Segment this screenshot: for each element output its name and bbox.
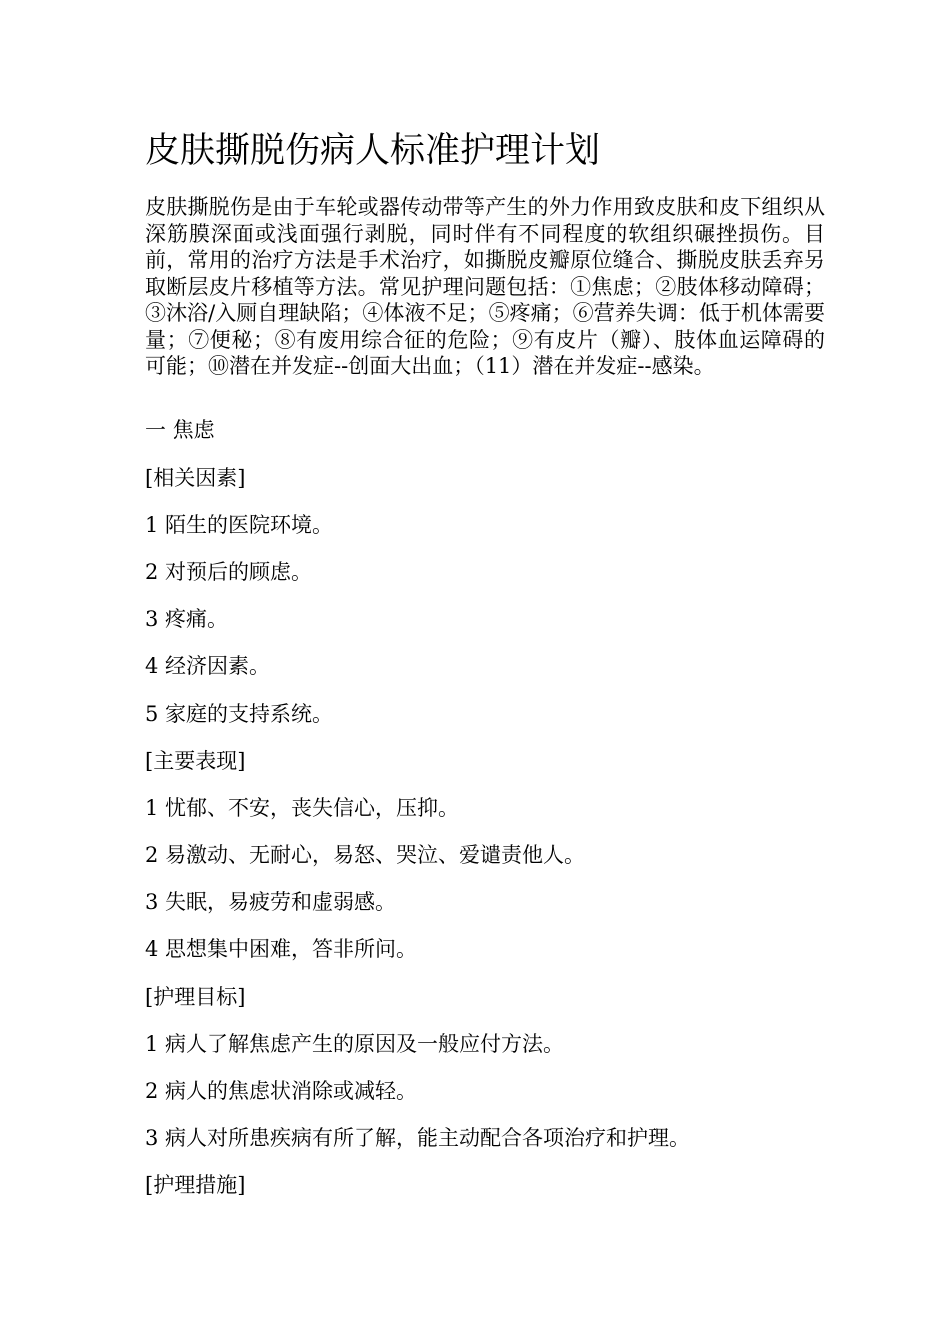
- list-item: 1 忧郁、不安，丧失信心，压抑。: [145, 796, 460, 820]
- list-item: 2 易激动、无耐心，易怒、哭泣、爱谴责他人。: [145, 843, 586, 867]
- document-title: 皮肤撕脱伤病人标准护理计划: [145, 131, 601, 171]
- intro-paragraph: 皮肤撕脱伤是由于车轮或器传动带等产生的外力作用致皮肤和皮下组织从深筋膜深面或浅面强行剥脱，同时伴有不同程度的软组织碾挫损伤。目前，常用的治疗方法是手术治疗，如撕脱皮瓣原位缝合、撕脱皮肤丢弃另取断层皮片移植等方法。常见护理问题包括：①焦虑；②肢体移动障碍；③沐浴/入厕自理缺陷；④体液不足；⑤疼痛；⑥营养失调：低于机体需要量；⑦便秘；⑧有废用综合征的危险；⑨有皮片（瓣）、肢体血运障碍的可能；⑩潜在并发症--创面大出血；（11）潜在并发症--感染。: [145, 195, 825, 378]
- list-item: 2 对预后的顾虑。: [145, 560, 313, 584]
- subsection-label-goals: [护理目标]: [145, 985, 246, 1009]
- list-item: 4 思想集中困难，答非所问。: [145, 937, 418, 961]
- list-item: 1 陌生的医院环境。: [145, 513, 334, 537]
- list-item: 1 病人了解焦虑产生的原因及一般应付方法。: [145, 1032, 565, 1056]
- list-item: 2 病人的焦虑状消除或减轻。: [145, 1079, 418, 1103]
- subsection-label-manifestations: [主要表现]: [145, 749, 246, 773]
- list-item: 4 经济因素。: [145, 654, 271, 678]
- list-item: 3 病人对所患疾病有所了解，能主动配合各项治疗和护理。: [145, 1126, 691, 1150]
- list-item: 3 疼痛。: [145, 607, 229, 631]
- section-heading: 一 焦虑: [145, 418, 215, 442]
- subsection-label-measures: [护理措施]: [145, 1173, 246, 1197]
- list-item: 5 家庭的支持系统。: [145, 702, 334, 726]
- subsection-label-related-factors: [相关因素]: [145, 466, 246, 490]
- list-item: 3 失眠，易疲劳和虚弱感。: [145, 890, 397, 914]
